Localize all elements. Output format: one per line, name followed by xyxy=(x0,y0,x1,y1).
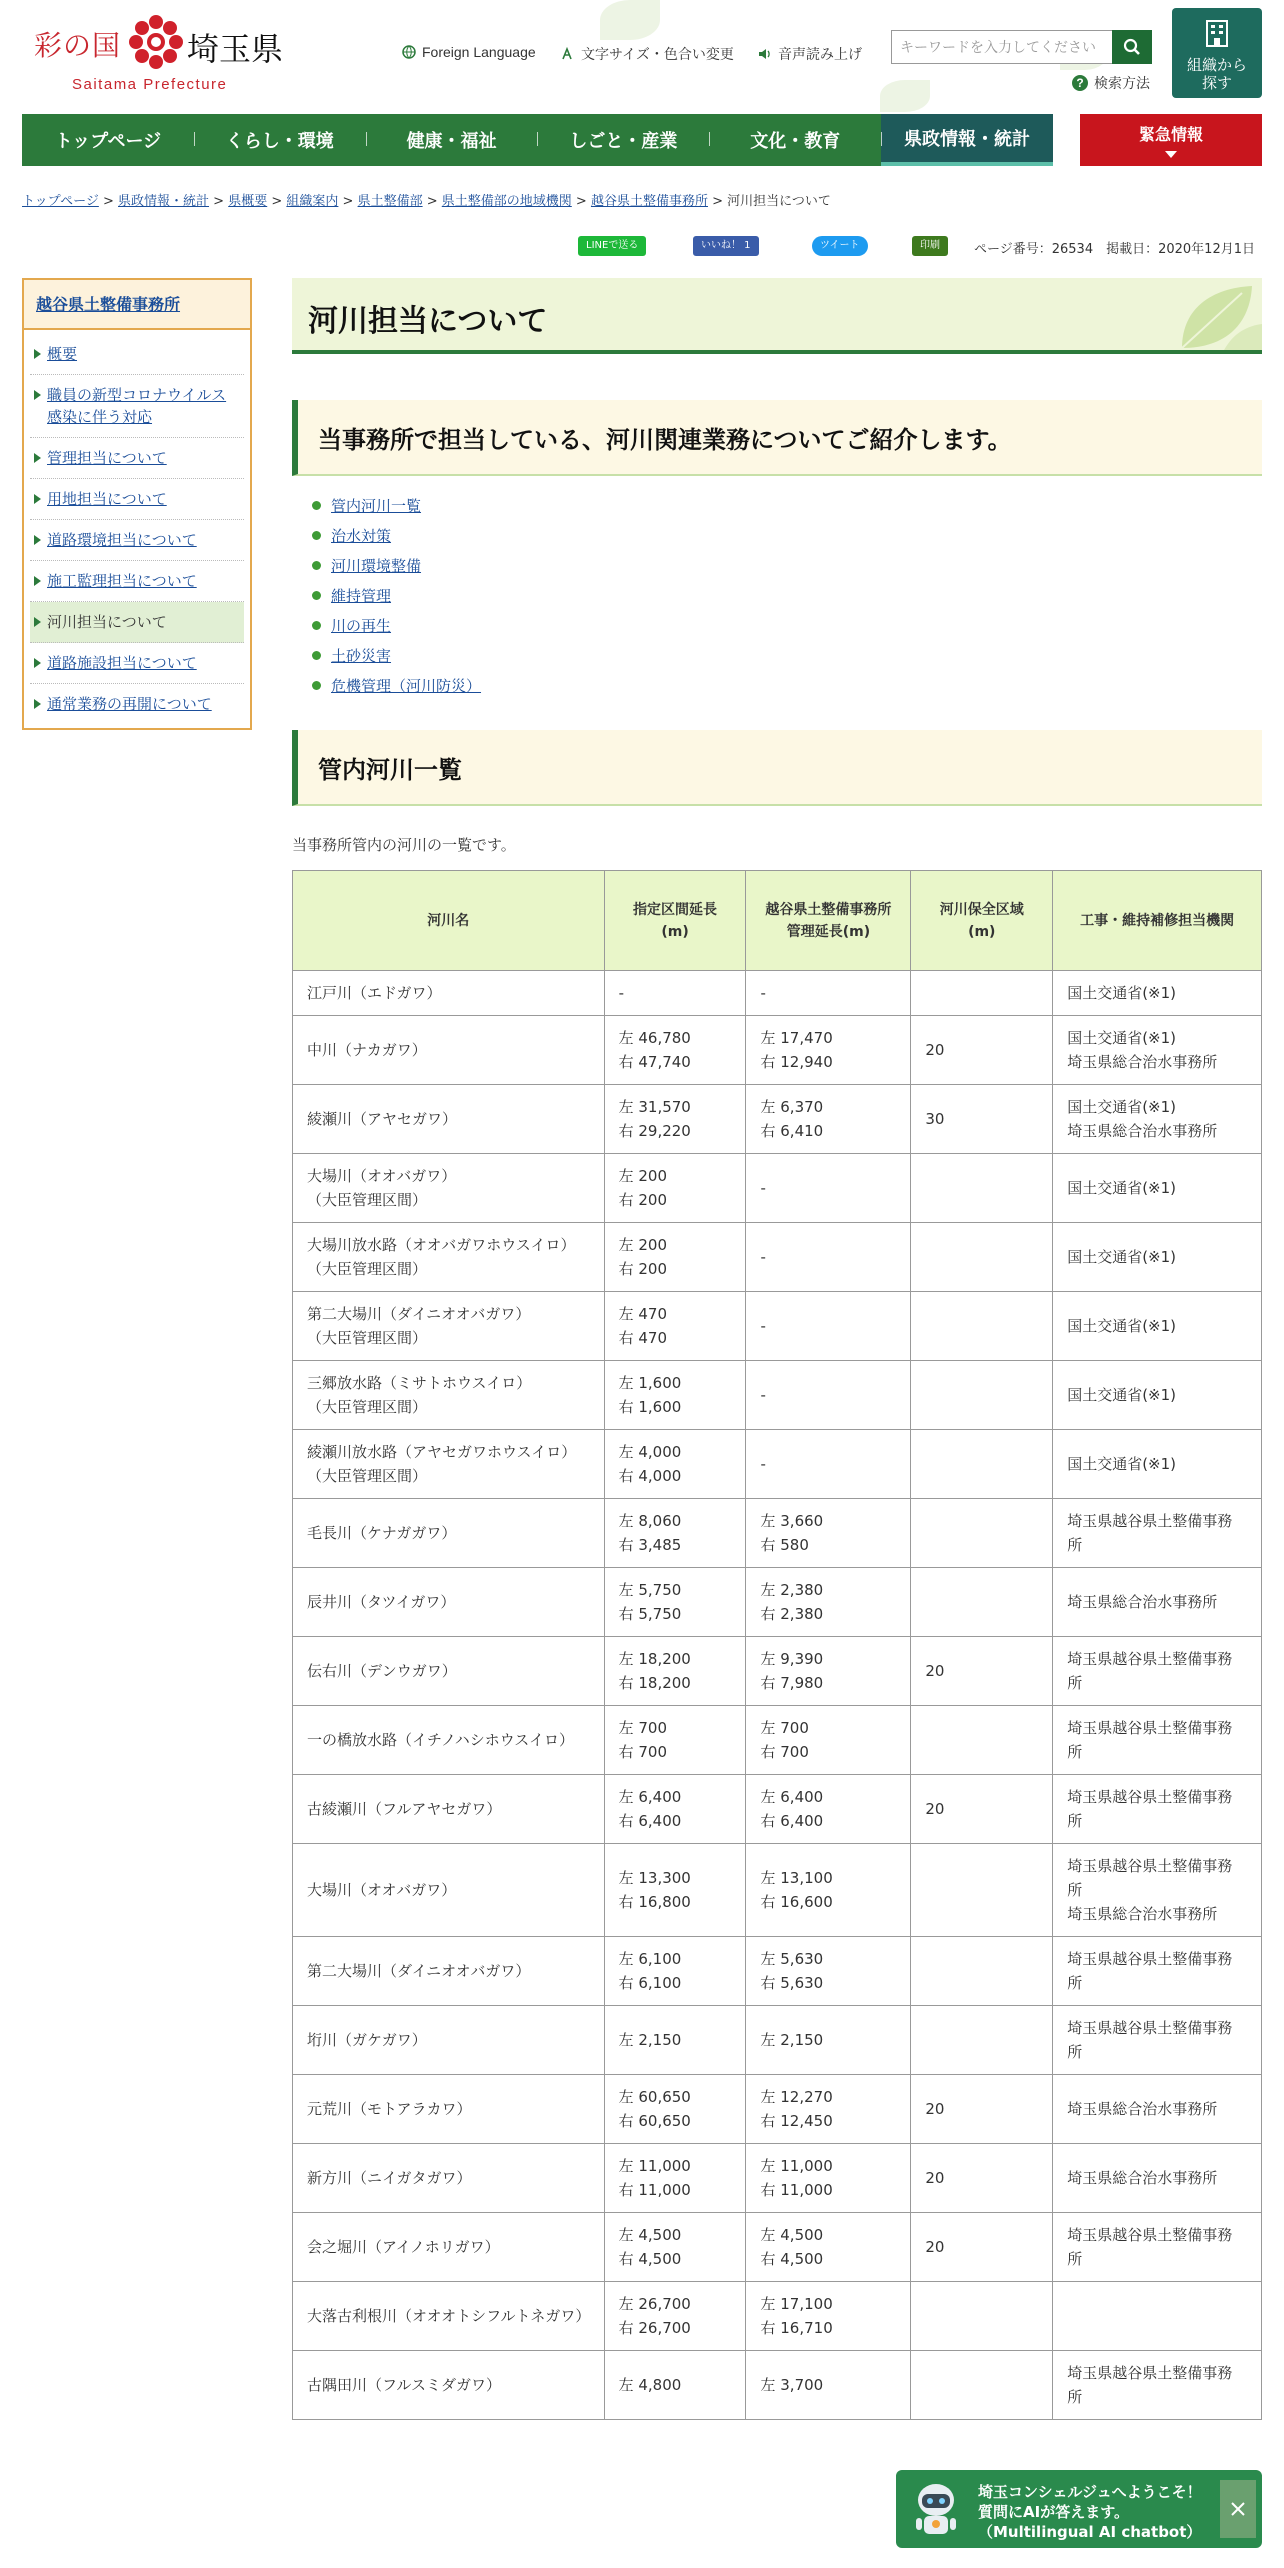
table-row xyxy=(293,1844,1262,1937)
toc-item[interactable] xyxy=(312,670,481,700)
office-length-cell: - xyxy=(746,1361,911,1430)
office-length-cell: 左 3,700 xyxy=(746,2351,911,2420)
table-row xyxy=(293,1154,1262,1223)
office-length-cell: - xyxy=(746,971,911,1016)
sidebar-item-label: 道路環境担当について xyxy=(47,531,197,549)
river-name-cell: 伝右川（デンウガワ） xyxy=(293,1637,605,1706)
breadcrumb-current: 河川担当について xyxy=(727,194,831,209)
arrow-right-icon xyxy=(34,349,41,359)
designated-length-cell: 左 31,570 右 29,220 xyxy=(604,1085,746,1154)
designated-length-cell: - xyxy=(604,971,746,1016)
agency-cell: 埼玉県越谷県土整備事務所 xyxy=(1053,2213,1262,2282)
agency-cell: 埼玉県越谷県土整備事務所 xyxy=(1053,1937,1262,2006)
bullet-icon xyxy=(312,531,321,540)
designated-length-cell: 左 46,780 右 47,740 xyxy=(604,1016,746,1085)
toc-item[interactable] xyxy=(312,550,481,580)
office-length-cell: - xyxy=(746,1154,911,1223)
toc-link[interactable]: 河川環境整備 xyxy=(331,556,422,575)
table-row xyxy=(293,2075,1262,2144)
conservation-zone-cell: 20 xyxy=(911,1775,1053,1844)
bullet-icon xyxy=(312,681,321,690)
conservation-zone-cell: 20 xyxy=(911,1637,1053,1706)
office-length-cell: 左 17,470 右 12,940 xyxy=(746,1016,911,1085)
office-length-cell: 左 9,390 右 7,980 xyxy=(746,1637,911,1706)
column-header-office-length: 越谷県土整備事務所 管理延長(m) xyxy=(746,871,911,971)
river-name-cell: 元荒川（モトアラカワ） xyxy=(293,2075,605,2144)
table-row xyxy=(293,2006,1262,2075)
nav-item-top[interactable]: トップページ xyxy=(54,131,162,152)
designated-length-cell: 左 470 右 470 xyxy=(604,1292,746,1361)
toc-link[interactable]: 川の再生 xyxy=(331,616,392,635)
designated-length-cell: 左 6,100 右 6,100 xyxy=(604,1937,746,2006)
river-name-cell: 第二大場川（ダイニオオバガワ） （大臣管理区間） xyxy=(293,1292,605,1361)
column-header-conservation-zone: 河川保全区域 (m) xyxy=(911,871,1053,971)
conservation-zone-cell xyxy=(911,1706,1053,1775)
foreign-language-label: Foreign Language xyxy=(422,44,536,60)
nav-item-health[interactable]: 健康・福祉 xyxy=(366,114,538,166)
office-length-cell: - xyxy=(746,1223,911,1292)
river-name-cell: 古綾瀬川（フルアヤセガワ） xyxy=(293,1775,605,1844)
office-length-cell: 左 2,380 右 2,380 xyxy=(746,1568,911,1637)
conservation-zone-cell xyxy=(911,1937,1053,2006)
agency-cell: 埼玉県総合治水事務所 xyxy=(1053,2144,1262,2213)
leaf-decoration xyxy=(880,80,930,112)
global-nav xyxy=(22,114,1053,166)
office-length-cell: 左 5,630 右 5,630 xyxy=(746,1937,911,2006)
chatbot-line3: （Multilingual AI chatbot） xyxy=(978,2523,1202,2541)
table-row xyxy=(293,1430,1262,1499)
foreign-language-link[interactable] xyxy=(402,44,536,60)
sidebar-item-land[interactable] xyxy=(30,479,244,520)
office-length-cell: 左 4,500 右 4,500 xyxy=(746,2213,911,2282)
text-size-icon xyxy=(561,47,575,61)
office-length-cell: 左 17,100 右 16,710 xyxy=(746,2282,911,2351)
sidebar-item-covid[interactable] xyxy=(30,375,244,438)
river-name-cell: 第二大場川（ダイニオオバガワ） xyxy=(293,1937,605,2006)
arrow-right-icon xyxy=(34,658,41,668)
table-row xyxy=(293,1775,1262,1844)
page-info: ページ番号：26534 掲載日：2020年12月1日 xyxy=(974,242,1255,257)
breadcrumb-link[interactable]: 県概要 xyxy=(228,194,268,209)
river-list-intro: 当事務所管内の河川の一覧です。 xyxy=(292,836,516,854)
read-aloud-label: 音声読み上げ xyxy=(778,46,862,62)
breadcrumb-link[interactable]: 県土整備部の地域機関 xyxy=(441,194,572,209)
sidebar-item-resume[interactable] xyxy=(30,684,244,724)
agency-cell: 埼玉県総合治水事務所 xyxy=(1053,2075,1262,2144)
agency-cell: 埼玉県越谷県土整備事務所 xyxy=(1053,2006,1262,2075)
toc-link[interactable]: 治水対策 xyxy=(331,526,392,545)
arrow-right-icon xyxy=(34,535,41,545)
conservation-zone-cell xyxy=(911,1223,1053,1292)
robot-mascot-icon xyxy=(910,2478,962,2540)
toc-item[interactable] xyxy=(312,640,481,670)
breadcrumb: トップページ > 県政情報・統計 > 県概要 > 組織案内 > 県土整備部 > 県土整備部の地域機関 > 越谷県土整備事務所 > 河川担当について xyxy=(22,194,831,209)
river-name-cell: 江戸川（エドガワ） xyxy=(293,971,605,1016)
conservation-zone-cell xyxy=(911,2351,1053,2420)
logo-text-right: 埼玉県 xyxy=(187,30,284,68)
emergency-info-button[interactable] xyxy=(1080,114,1262,166)
table-row xyxy=(293,2213,1262,2282)
question-icon: ? xyxy=(1072,75,1088,91)
designated-length-cell: 左 4,800 xyxy=(604,2351,746,2420)
river-name-cell: 大場川（オオバガワ） （大臣管理区間） xyxy=(293,1154,605,1223)
speaker-icon xyxy=(758,47,772,61)
agency-cell: 埼玉県越谷県土整備事務所 xyxy=(1053,1706,1262,1775)
local-nav xyxy=(22,278,252,730)
chatbot-line2: 質問にAIが答えます。 xyxy=(978,2503,1129,2521)
toc-link[interactable]: 土砂災害 xyxy=(331,646,392,665)
office-length-cell: - xyxy=(746,1292,911,1361)
table-row xyxy=(293,971,1262,1016)
agency-cell: 国土交通省(※1) xyxy=(1053,1292,1262,1361)
agency-cell: 埼玉県越谷県土整備事務所 xyxy=(1053,1637,1262,1706)
agency-cell: 埼玉県越谷県土整備事務所 埼玉県総合治水事務所 xyxy=(1053,1844,1262,1937)
table-row xyxy=(293,1016,1262,1085)
conservation-zone-cell xyxy=(911,971,1053,1016)
river-name-cell: 会之堀川（アイノホリガワ） xyxy=(293,2213,605,2282)
office-length-cell: 左 6,400 右 6,400 xyxy=(746,1775,911,1844)
breadcrumb-link[interactable]: トップページ xyxy=(22,194,99,209)
office-length-cell: 左 13,100 右 16,600 xyxy=(746,1844,911,1937)
river-name-cell: 中川（ナカガワ） xyxy=(293,1016,605,1085)
leaf-decoration-icon xyxy=(1152,278,1262,354)
bullet-icon xyxy=(312,591,321,600)
bullet-icon xyxy=(312,651,321,660)
logo-text-left: 彩の国 xyxy=(34,29,122,62)
conservation-zone-cell: 20 xyxy=(911,1016,1053,1085)
search-icon xyxy=(1123,38,1141,56)
close-icon xyxy=(1230,2501,1246,2517)
table-row xyxy=(293,1223,1262,1292)
designated-length-cell: 左 11,000 右 11,000 xyxy=(604,2144,746,2213)
bullet-icon xyxy=(312,621,321,630)
agency-cell xyxy=(1053,2282,1262,2351)
agency-cell: 埼玉県越谷県土整備事務所 xyxy=(1053,1775,1262,1844)
river-name-cell: 毛長川（ケナガガワ） xyxy=(293,1499,605,1568)
table-row xyxy=(293,1499,1262,1568)
river-table-body xyxy=(293,971,1262,2420)
table-row xyxy=(293,2144,1262,2213)
designated-length-cell: 左 1,600 右 1,600 xyxy=(604,1361,746,1430)
sidebar-item-label: 道路施設担当について xyxy=(47,654,197,672)
designated-length-cell: 左 2,150 xyxy=(604,2006,746,2075)
how-to-search-link[interactable] xyxy=(1072,73,1150,93)
text-size-color-link[interactable] xyxy=(561,44,734,64)
text-size-color-label: 文字サイズ・色合い変更 xyxy=(581,46,734,62)
nav-item-work[interactable]: しごと・産業 xyxy=(537,114,709,166)
agency-cell: 国土交通省(※1) xyxy=(1053,1223,1262,1292)
office-length-cell: 左 700 右 700 xyxy=(746,1706,911,1775)
conservation-zone-cell: 20 xyxy=(911,2075,1053,2144)
river-name-cell: 大場川（オオバガワ） xyxy=(293,1844,605,1937)
river-name-cell: 大場川放水路（オオバガワホウスイロ） （大臣管理区間） xyxy=(293,1223,605,1292)
agency-cell: 国土交通省(※1) 埼玉県総合治水事務所 xyxy=(1053,1016,1262,1085)
river-name-cell: 垳川（ガケガワ） xyxy=(293,2006,605,2075)
breadcrumb-link[interactable]: 組織案内 xyxy=(286,194,339,209)
designated-length-cell: 左 60,650 右 60,650 xyxy=(604,2075,746,2144)
conservation-zone-cell xyxy=(911,1430,1053,1499)
river-name-cell: 三郷放水路（ミサトホウスイロ） （大臣管理区間） xyxy=(293,1361,605,1430)
table-row xyxy=(293,1292,1262,1361)
conservation-zone-cell xyxy=(911,1154,1053,1223)
conservation-zone-cell xyxy=(911,2006,1053,2075)
arrow-right-icon xyxy=(34,699,41,709)
arrow-right-icon xyxy=(34,494,41,504)
arrow-right-icon xyxy=(34,390,41,400)
site-logo[interactable] xyxy=(32,14,292,94)
river-name-cell: 新方川（ニイガタガワ） xyxy=(293,2144,605,2213)
sidebar-item-overview[interactable] xyxy=(30,334,244,375)
river-name-cell: 大落古利根川（オオオトシフルトネガワ） xyxy=(293,2282,605,2351)
table-row xyxy=(293,1085,1262,1154)
designated-length-cell: 左 8,060 右 3,485 xyxy=(604,1499,746,1568)
local-nav-title-link[interactable]: 越谷県土整備事務所 xyxy=(36,295,181,314)
office-length-cell: 左 12,270 右 12,450 xyxy=(746,2075,911,2144)
sidebar-item-label: 施工監理担当について xyxy=(47,572,197,590)
nav-item-living[interactable]: くらし・環境 xyxy=(194,114,366,166)
toc-link[interactable]: 管内河川一覧 xyxy=(331,496,422,515)
designated-length-cell: 左 700 右 700 xyxy=(604,1706,746,1775)
sidebar-item-road-facilities[interactable] xyxy=(30,643,244,684)
prefecture-emblem-icon xyxy=(128,14,184,70)
read-aloud-link[interactable] xyxy=(758,44,862,64)
local-nav-list xyxy=(24,330,250,728)
conservation-zone-cell xyxy=(911,1844,1053,1937)
river-name-cell: 綾瀬川放水路（アヤセガワホウスイロ） （大臣管理区間） xyxy=(293,1430,605,1499)
sidebar-item-label: 用地担当について xyxy=(47,490,167,508)
table-row xyxy=(293,2282,1262,2351)
agency-cell: 埼玉県総合治水事務所 xyxy=(1053,1568,1262,1637)
line-share-button[interactable]: LINEで送る xyxy=(578,236,646,256)
breadcrumb-link[interactable]: 越谷県土整備事務所 xyxy=(590,194,708,209)
designated-length-cell: 左 6,400 右 6,400 xyxy=(604,1775,746,1844)
toc-item[interactable] xyxy=(312,520,481,550)
arrow-right-icon xyxy=(34,576,41,586)
column-header-designated-length: 指定区間延長 (m) xyxy=(604,871,746,971)
leaf-decoration xyxy=(600,0,660,40)
river-name-cell: 辰井川（タツイガワ） xyxy=(293,1568,605,1637)
page-title: 河川担当について xyxy=(308,304,548,339)
office-length-cell: 左 6,370 右 6,410 xyxy=(746,1085,911,1154)
chatbot-line1: 埼玉コンシェルジュへようこそ！ xyxy=(978,2483,1202,2501)
toc-link[interactable]: 維持管理 xyxy=(331,586,392,605)
chatbot-close-button[interactable] xyxy=(1220,2480,1256,2538)
print-button[interactable]: 印刷 xyxy=(912,236,948,256)
toc-item[interactable] xyxy=(312,580,481,610)
arrow-right-icon xyxy=(34,617,41,627)
designated-length-cell: 左 26,700 右 26,700 xyxy=(604,2282,746,2351)
designated-length-cell: 左 200 右 200 xyxy=(604,1223,746,1292)
sidebar-item-label: 通常業務の再開について xyxy=(47,695,212,713)
table-row xyxy=(293,1361,1262,1430)
agency-cell: 国土交通省(※1) xyxy=(1053,1154,1262,1223)
conservation-zone-cell: 30 xyxy=(911,1085,1053,1154)
table-row xyxy=(293,1637,1262,1706)
conservation-zone-cell: 20 xyxy=(911,2213,1053,2282)
intro-heading: 当事務所で担当している、河川関連業務についてご紹介します。 xyxy=(292,400,1262,476)
search-input[interactable]: キーワードを入力してください xyxy=(891,30,1113,64)
local-nav-title xyxy=(24,280,250,330)
table-row xyxy=(293,1706,1262,1775)
toc-item[interactable] xyxy=(312,490,481,520)
office-length-cell: 左 2,150 xyxy=(746,2006,911,2075)
nav-item-culture[interactable]: 文化・教育 xyxy=(709,114,881,166)
page-title-box xyxy=(292,278,1262,354)
bullet-icon xyxy=(312,501,321,510)
conservation-zone-cell xyxy=(911,1292,1053,1361)
conservation-zone-cell xyxy=(911,1361,1053,1430)
search-by-organization-label: 組織から探す xyxy=(1187,56,1248,92)
chevron-down-icon xyxy=(1165,151,1177,158)
table-row xyxy=(293,1568,1262,1637)
river-name-cell: 古隅田川（フルスミダガワ） xyxy=(293,2351,605,2420)
table-header-row xyxy=(293,871,1262,971)
emergency-label: 緊急情報 xyxy=(1138,125,1203,144)
toc-link[interactable]: 危機管理（河川防災） xyxy=(331,676,482,695)
office-length-cell: - xyxy=(746,1430,911,1499)
search-button[interactable] xyxy=(1112,30,1152,64)
section-toc xyxy=(312,490,481,700)
sidebar-item-road-environment[interactable] xyxy=(30,520,244,561)
breadcrumb-link[interactable]: 県政情報・統計 xyxy=(118,194,210,209)
breadcrumb-link[interactable]: 県土整備部 xyxy=(357,194,423,209)
sidebar-item-label: 河川担当について xyxy=(47,613,167,631)
logo-english: Saitama Prefecture xyxy=(72,76,228,93)
search-by-organization-button[interactable] xyxy=(1172,8,1262,98)
river-name-cell: 綾瀬川（アヤセガワ） xyxy=(293,1085,605,1154)
river-name-cell: 一の橋放水路（イチノハシホウスイロ） xyxy=(293,1706,605,1775)
arrow-right-icon xyxy=(34,453,41,463)
facebook-like-button[interactable]: いいね！ 1 xyxy=(693,236,759,256)
conservation-zone-cell xyxy=(911,1499,1053,1568)
agency-cell: 国土交通省(※1) xyxy=(1053,971,1262,1016)
agency-cell: 埼玉県越谷県土整備事務所 xyxy=(1053,2351,1262,2420)
agency-cell: 国土交通省(※1) xyxy=(1053,1361,1262,1430)
column-header-river-name: 河川名 xyxy=(293,871,605,971)
office-length-cell: 左 11,000 右 11,000 xyxy=(746,2144,911,2213)
designated-length-cell: 左 5,750 右 5,750 xyxy=(604,1568,746,1637)
toc-item[interactable] xyxy=(312,610,481,640)
designated-length-cell: 左 13,300 右 16,800 xyxy=(604,1844,746,1937)
agency-cell: 国土交通省(※1) 埼玉県総合治水事務所 xyxy=(1053,1085,1262,1154)
river-table xyxy=(292,870,1262,2420)
column-header-agency: 工事・維持補修担当機関 xyxy=(1053,871,1262,971)
table-row xyxy=(293,1937,1262,2006)
designated-length-cell: 左 18,200 右 18,200 xyxy=(604,1637,746,1706)
sidebar-item-label: 職員の新型コロナウイルス感染に伴う対応 xyxy=(47,386,227,426)
globe-icon xyxy=(402,45,416,59)
sidebar-item-river[interactable] xyxy=(30,602,244,643)
conservation-zone-cell xyxy=(911,2282,1053,2351)
tweet-button[interactable]: ツイート xyxy=(812,236,868,256)
sidebar-item-construction[interactable] xyxy=(30,561,244,602)
agency-cell: 国土交通省(※1) xyxy=(1053,1430,1262,1499)
sidebar-item-label: 管理担当について xyxy=(47,449,167,467)
site-header xyxy=(0,0,1284,112)
sidebar-item-label: 概要 xyxy=(47,345,78,363)
how-to-search-label: 検索方法 xyxy=(1094,75,1150,91)
agency-cell: 埼玉県越谷県土整備事務所 xyxy=(1053,1499,1262,1568)
nav-item-government[interactable]: 県政情報・統計 xyxy=(881,114,1053,166)
designated-length-cell: 左 4,500 右 4,500 xyxy=(604,2213,746,2282)
ai-chatbot-banner[interactable] xyxy=(896,2470,1262,2548)
designated-length-cell: 左 200 右 200 xyxy=(604,1154,746,1223)
bullet-icon xyxy=(312,561,321,570)
conservation-zone-cell xyxy=(911,1568,1053,1637)
designated-length-cell: 左 4,000 右 4,000 xyxy=(604,1430,746,1499)
office-length-cell: 左 3,660 右 580 xyxy=(746,1499,911,1568)
conservation-zone-cell: 20 xyxy=(911,2144,1053,2213)
building-icon xyxy=(1202,18,1232,48)
sidebar-item-management[interactable] xyxy=(30,438,244,479)
river-list-heading: 管内河川一覧 xyxy=(292,730,1262,806)
table-row xyxy=(293,2351,1262,2420)
